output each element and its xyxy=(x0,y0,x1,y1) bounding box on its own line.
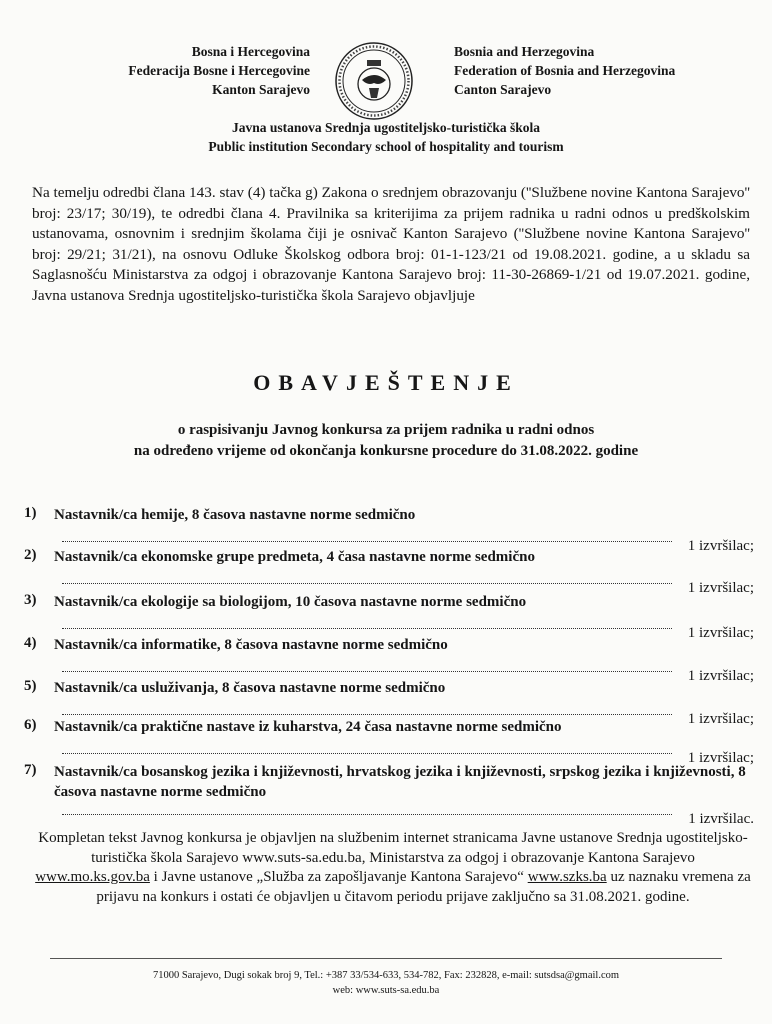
position-number: 7) xyxy=(24,762,37,778)
institution-name xyxy=(0,118,772,156)
country-bs: Bosna i Hercegovina xyxy=(191,44,310,59)
footer-divider xyxy=(50,958,722,959)
intro-paragraph: Na temelju odredbi člana 143. stav (4) tačka g) Zakona o srednjem obrazovanju (''Službene novine Kantona Sarajevo'' broj: 23/17; 30/19), te odredbi člana 4. Pravilnika sa kriterijima za prijem radnika u radni odnos u predškolskim ustanovama, osnovnim i srednjim školama čiji je osnivač Kanton Sarajevo (''Službene novine Kantona Sarajevo'' broj: 29/21; 31/21), na osnovu Odluke Školskog odbora broj: 01-1-123/21 od 19.08.2021. godine, a u skladu sa Saglasnošću Ministarstva za odgoj i obrazovanje Kantona Sarajevo broj: 11-30-26869-1/21 od 19.07.2021. godine, Javna ustanova Srednja ugostiteljsko-turistička škola Sarajevo objavljuje xyxy=(32,184,750,304)
position-number: 2) xyxy=(24,547,37,563)
institution-name-bs: Javna ustanova Srednja ugostiteljsko-turistička škola xyxy=(231,120,541,135)
position-name: Nastavnik/ca hemije, 8 časova nastavne norme sedmično xyxy=(54,507,416,523)
position-item xyxy=(24,635,754,683)
subtitle-line-2: na određeno vrijeme od okončanja konkursne procedure do 31.08.2022. godine xyxy=(133,443,639,459)
federation-en: Federation of Bosnia and Herzegovina xyxy=(454,63,676,78)
position-item xyxy=(24,592,754,640)
letterhead xyxy=(0,40,772,120)
country-en: Bosnia and Herzegovina xyxy=(454,44,595,59)
position-count: 1 izvršilac; xyxy=(687,625,754,641)
position-count: 1 izvršilac; xyxy=(687,668,754,684)
footer xyxy=(0,968,772,998)
closing-text-2: i Javne ustanove „Služba za zapošljavanje Kantona Sarajevo“ xyxy=(149,869,528,885)
canton-bs: Kanton Sarajevo xyxy=(212,82,310,97)
position-number: 4) xyxy=(24,635,37,651)
position-count: 1 izvršilac; xyxy=(687,538,754,554)
closing-text-3: uz naznaku vremena za prijavu na konkurs i ostati će objavljen u čitavom periodu prijave zaključno sa 31.08.2021. godine. xyxy=(96,869,751,905)
subtitle-line-1: o raspisivanju Javnog konkursa za prijem radnika u radni odnos xyxy=(177,422,595,438)
position-item xyxy=(24,762,754,827)
position-name: Nastavnik/ca usluživanja, 8 časova nastavne norme sedmično xyxy=(54,680,446,696)
dotted-leader xyxy=(62,671,672,672)
position-count: 1 izvršilac; xyxy=(687,580,754,596)
closing-paragraph xyxy=(32,829,754,907)
school-seal-icon xyxy=(333,40,415,122)
footer-web: web: www.suts-sa.edu.ba xyxy=(332,985,440,996)
notice-title: OBAVJEŠTENJE xyxy=(253,370,519,395)
position-item xyxy=(24,505,754,553)
position-count: 1 izvršilac; xyxy=(687,711,754,727)
position-count: 1 izvršilac; xyxy=(687,750,754,766)
position-name: Nastavnik/ca informatike, 8 časova nastavne norme sedmično xyxy=(54,637,448,653)
dotted-leader xyxy=(62,583,672,584)
dotted-leader xyxy=(62,814,672,815)
letterhead-right xyxy=(454,42,754,99)
canton-en: Canton Sarajevo xyxy=(454,82,552,97)
position-name: Nastavnik/ca ekonomske grupe predmeta, 4 časa nastavne norme sedmično xyxy=(54,549,535,565)
position-name: Nastavnik/ca praktične nastave iz kuharstva, 24 časa nastavne norme sedmično xyxy=(54,719,562,735)
dotted-leader xyxy=(62,753,672,754)
position-number: 5) xyxy=(24,678,37,694)
institution-name-en: Public institution Secondary school of hospitality and tourism xyxy=(208,139,564,154)
position-count: 1 izvršilac. xyxy=(688,811,754,827)
ministry-link[interactable]: www.mo.ks.gov.ba xyxy=(35,869,150,885)
position-name: Nastavnik/ca bosanskog jezika i književnosti, hrvatskog jezika i književnosti, srpskog jezika i književnosti, 8 časova nastavne norme sedmično xyxy=(54,764,746,800)
position-item xyxy=(24,547,754,595)
position-number: 6) xyxy=(24,717,37,733)
notice-subtitle xyxy=(0,420,772,462)
federation-bs: Federacija Bosne i Hercegovine xyxy=(128,63,310,78)
position-name: Nastavnik/ca ekologije sa biologijom, 10 časova nastavne norme sedmično xyxy=(54,594,527,610)
position-number: 1) xyxy=(24,505,37,521)
dotted-leader xyxy=(62,541,672,542)
position-item xyxy=(24,717,754,765)
footer-contact: 71000 Sarajevo, Dugi sokak broj 9, Tel.: +387 33/534-633, 534-782, Fax: 232828, e-mail: sutsdsa@gmail.com xyxy=(152,970,620,981)
letterhead-left xyxy=(60,42,310,99)
position-number: 3) xyxy=(24,592,37,608)
dotted-leader xyxy=(62,628,672,629)
employment-service-link[interactable]: www.szks.ba xyxy=(527,869,607,885)
closing-text-1: Kompletan tekst Javnog konkursa je objavljen na službenim internet stranicama Javne ustanove Srednja ugostiteljsko-turistička škola Sarajevo www.suts-sa.edu.ba, Ministarstva za odgoj i obrazovanje Kantona Sarajevo xyxy=(38,830,748,866)
dotted-leader xyxy=(62,714,672,715)
